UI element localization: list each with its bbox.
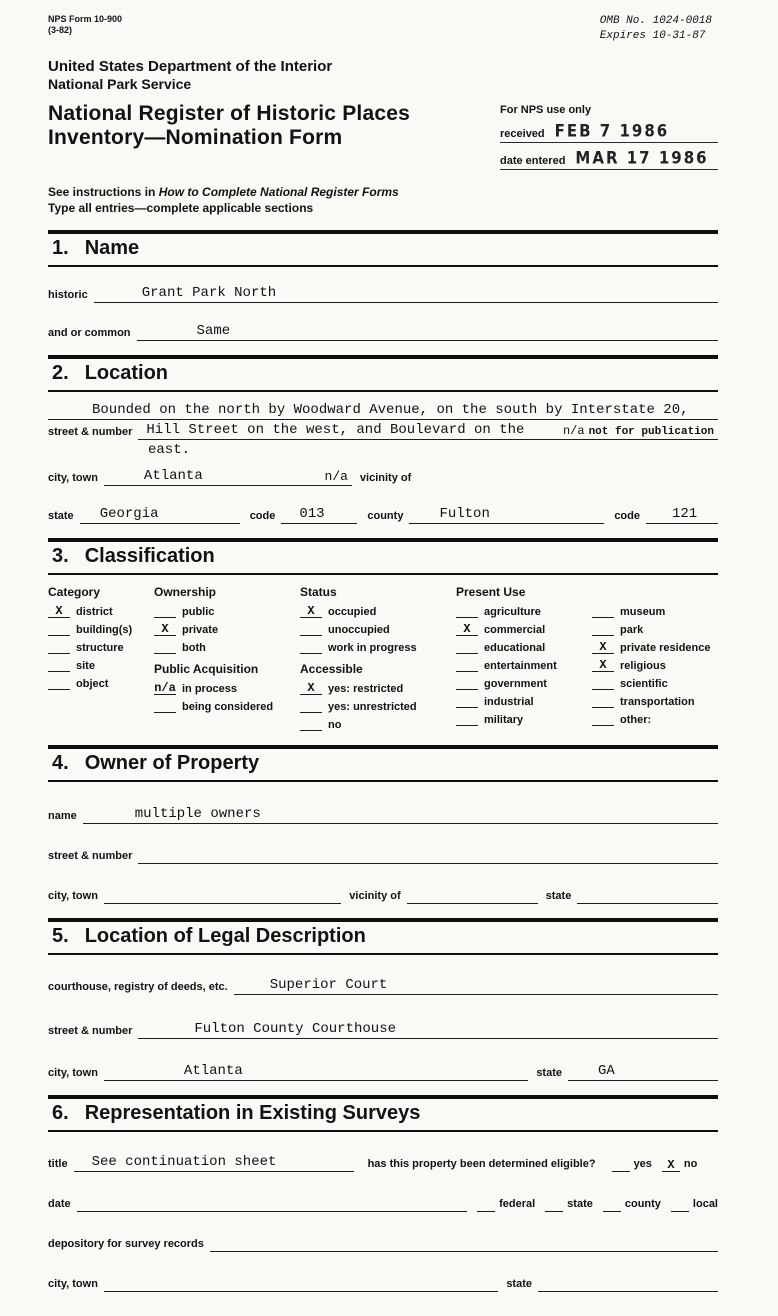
category-header: Category [48,585,101,600]
option-mark [592,605,614,618]
option-label: both [182,642,206,655]
owner-street-row [48,850,718,864]
survey-date-label: date [48,1198,71,1211]
option-mark: X [48,605,70,618]
page-title-line1: National Register of Historic Places [48,101,410,125]
option-label: being considered [182,701,274,714]
top-meta-row [48,14,718,44]
instructions-line2: Type all entries—complete applicable sections [48,200,314,215]
state-label: state [48,510,74,523]
option-object [48,677,154,690]
not-for-publication-na: n/a [562,424,585,439]
option-yes-restricted [300,682,456,695]
survey-city-row [48,1278,718,1292]
survey-title-label: title [48,1158,68,1171]
nps-use-title: For NPS use only [500,103,592,116]
eligible-no-label: no [683,1158,698,1171]
city-town-label: city, town [48,472,98,485]
option-label: structure [76,642,124,655]
city-value-field [104,468,352,486]
option-agriculture [456,605,592,618]
section-2-title: Location [84,362,169,385]
option-entertainment [456,659,592,672]
received-row [500,122,718,143]
federal-mark [477,1199,495,1212]
option-mark [456,659,478,672]
option-mark [300,718,322,731]
option-mark [592,623,614,636]
option-in-process [154,682,300,695]
street-line1-row [48,402,718,420]
option-label: agriculture [484,606,541,619]
option-label: no [328,719,342,732]
option-scientific [592,677,718,690]
received-date-stamp: FEB 7 1986 [554,120,670,141]
option-label: building(s) [76,624,133,637]
instructions-prefix: See instructions in [48,184,159,199]
local-mark [671,1199,689,1212]
county-checkbox-label: county [624,1198,661,1211]
option-mark [154,605,176,618]
depository-row [48,1238,718,1252]
present-use-column-2 [592,585,718,731]
date-entered-label: date entered [500,154,566,167]
form-revision: (3-82) [48,25,73,36]
option-yes-unrestricted [300,700,456,713]
option-mark [300,623,322,636]
section-3-number: 3. [52,545,69,568]
street-line2-row [48,422,718,440]
eligible-question-label: has this property been determined eligible? [367,1158,596,1171]
option-label: religious [620,660,666,673]
courthouse-label: courthouse, registry of deeds, etc. [48,981,228,994]
option-label: occupied [328,606,377,619]
survey-state-label: state [506,1278,532,1291]
option-label: entertainment [484,660,557,673]
street-value-line1: Bounded on the north by Woodward Avenue, on the south by Interstate 20, [48,402,718,420]
option-label: object [76,678,109,691]
category-column [48,585,154,731]
section-1-heading [48,230,718,267]
street-number-label: street & number [48,426,133,439]
omb-block [600,14,712,44]
option-transportation [592,695,718,708]
option-label: commercial [484,624,546,637]
section-1-title: Name [84,237,140,260]
owner-city-label: city, town [48,890,98,903]
option-label: yes: restricted [328,683,404,696]
street-value-line2-field [138,422,718,440]
option-label: in process [182,683,238,696]
option-label: industrial [484,696,534,709]
not-for-publication-label: not for publication [588,426,714,439]
section-5-title: Location of Legal Description [84,925,366,948]
owner-name-field: multiple owners [83,806,718,824]
legal-city-field: Atlanta [104,1063,528,1081]
status-header: Status [300,585,337,600]
option-mark: X [300,605,322,618]
code-2-field: 121 [646,506,718,524]
option-mark [456,605,478,618]
section-6-number: 6. [52,1102,69,1125]
present-use-header: Present Use [456,585,526,600]
option-private [154,623,300,636]
section-6-title: Representation in Existing Surveys [84,1102,421,1125]
legal-state-label: state [536,1067,562,1080]
option-public [154,605,300,618]
street-value-line2: Hill Street on the west, and Boulevard on the [146,422,525,439]
option-mark [456,677,478,690]
owner-city-row [48,890,718,904]
legal-street-label: street & number [48,1025,133,1038]
option-commercial [456,623,592,636]
option-label: museum [620,606,666,619]
option-label: work in progress [328,642,417,655]
public-acquisition-header: Public Acquisition [154,662,259,677]
omb-number: OMB No. 1024-0018 [599,15,712,27]
option-occupied [300,605,456,618]
state-value-field: Georgia [80,506,240,524]
owner-name-label: name [48,810,77,823]
option-label: military [484,714,524,727]
federal-label: federal [499,1198,536,1211]
option-mark [154,641,176,654]
owner-street-field [138,862,718,864]
option-work-in-progress [300,641,456,654]
common-name-row [48,323,718,341]
option-mark [456,695,478,708]
option-government [456,677,592,690]
option-label: unoccupied [328,624,390,637]
option-unoccupied [300,623,456,636]
eligible-no-mark: X [662,1159,680,1172]
common-label: and or common [48,327,131,340]
section-3-heading [48,538,718,575]
survey-date-row [48,1198,718,1212]
county-value-field: Fulton [409,506,604,524]
option-mark [592,677,614,690]
option-label: government [484,678,547,691]
section-5-heading [48,918,718,955]
section-4-number: 4. [52,752,69,775]
option-mark [456,641,478,654]
county-label: county [367,510,404,523]
section-5-number: 5. [52,925,69,948]
option-industrial [456,695,592,708]
section-4-heading [48,745,718,782]
historic-label: historic [48,289,88,302]
survey-date-field [77,1210,467,1212]
street-line3-row [48,442,718,458]
option-park [592,623,718,636]
legal-city-row [48,1063,718,1081]
historic-name-row [48,285,718,303]
depository-field [210,1250,718,1252]
owner-street-label: street & number [48,850,133,863]
section-2-number: 2. [52,362,69,385]
ownership-column [154,585,300,731]
option-mark: X [300,682,322,695]
eligible-yes-label: yes [633,1158,652,1171]
page-title-line2: Inventory—Nomination Form [48,125,343,149]
option-military [456,713,592,726]
date-entered-row [500,149,718,170]
option-label: district [76,606,113,619]
option-mark [48,641,70,654]
owner-state-label: state [545,890,572,903]
depository-label: depository for survey records [48,1238,204,1251]
owner-city-field [104,902,341,904]
option-private-residence [592,641,718,654]
vicinity-na: n/a [324,469,348,485]
option-label: site [76,660,95,673]
survey-state-field [538,1290,718,1292]
accessible-header: Accessible [300,662,363,677]
option-label: public [182,606,215,619]
section-4-title: Owner of Property [84,752,260,775]
courthouse-field: Superior Court [234,977,718,995]
option-mark: X [154,623,176,636]
state-mark [545,1199,563,1212]
omb-expires: Expires 10-31-87 [599,29,706,42]
survey-city-label: city, town [48,1278,98,1291]
option-mark: n/a [154,681,176,696]
legal-street-row [48,1021,718,1039]
option-mark [300,700,322,713]
option-label: private residence [620,642,711,655]
option-no [300,718,456,731]
option-label: scientific [620,678,668,691]
owner-vicinity-field [407,902,538,904]
instructions [48,184,718,216]
classification-grid [48,585,718,731]
option-district [48,605,154,618]
department-title: United States Department of the Interior [48,57,333,75]
vicinity-of-label: vicinity of [359,472,412,485]
form-number-block [48,14,122,37]
legal-state-field: GA [568,1063,718,1081]
survey-city-field [104,1290,498,1292]
option-label: yes: unrestricted [328,701,417,714]
option-mark [48,623,70,636]
title-row [48,102,718,176]
owner-vicinity-label: vicinity of [349,890,401,903]
section-6-heading [48,1095,718,1132]
historic-value-field: Grant Park North [94,285,718,303]
option-site [48,659,154,672]
section-1-number: 1. [52,237,69,260]
option-mark [300,641,322,654]
option-mark [154,700,176,713]
form-number: NPS Form 10-900 [48,14,123,24]
legal-city-label: city, town [48,1067,98,1080]
page-title [48,102,410,176]
location-state-row [48,506,718,524]
section-3-title: Classification [84,545,215,568]
option-structure [48,641,154,654]
option-buildings [48,623,154,636]
survey-title-field: See continuation sheet [74,1154,354,1172]
instructions-italic: How to Complete National Register Forms [158,184,399,199]
common-value-field: Same [137,323,718,341]
state-checkbox-label: state [567,1198,593,1211]
option-mark: X [592,641,614,654]
option-other [592,713,718,726]
local-checkbox-label: local [692,1198,718,1211]
instructions-line1 [48,184,718,200]
option-mark [592,713,614,726]
ownership-header: Ownership [154,585,217,600]
option-mark [592,695,614,708]
service-title: National Park Service [48,75,192,92]
nps-use-box [500,102,718,176]
street-value-line3: east. [148,442,191,459]
option-label: educational [484,642,546,655]
owner-state-field [577,902,718,904]
present-use-column [456,585,592,731]
courthouse-row [48,977,718,995]
option-mark [48,677,70,690]
option-religious [592,659,718,672]
legal-street-field: Fulton County Courthouse [138,1021,718,1039]
option-being-considered [154,700,300,713]
survey-title-row [48,1154,718,1172]
option-educational [456,641,592,654]
eligible-yes-mark [612,1159,630,1172]
code-1-field: 013 [281,506,357,524]
option-both [154,641,300,654]
code-label-2: code [614,510,640,523]
county-mark [603,1199,621,1212]
option-mark [48,659,70,672]
code-label-1: code [249,510,276,523]
option-label: transportation [620,696,695,709]
date-entered-stamp: MAR 17 1986 [575,147,709,168]
present-use-header-2 [592,585,718,600]
option-mark [456,713,478,726]
location-city-row [48,468,718,486]
option-mark: X [592,659,614,672]
received-label: received [500,127,545,140]
section-2-heading [48,355,718,392]
option-label: park [620,624,644,637]
option-museum [592,605,718,618]
option-label: private [182,624,219,637]
city-value: Atlanta [143,468,203,485]
status-column [300,585,456,731]
option-mark: X [456,623,478,636]
owner-name-row [48,806,718,824]
option-label: other: [620,714,652,727]
